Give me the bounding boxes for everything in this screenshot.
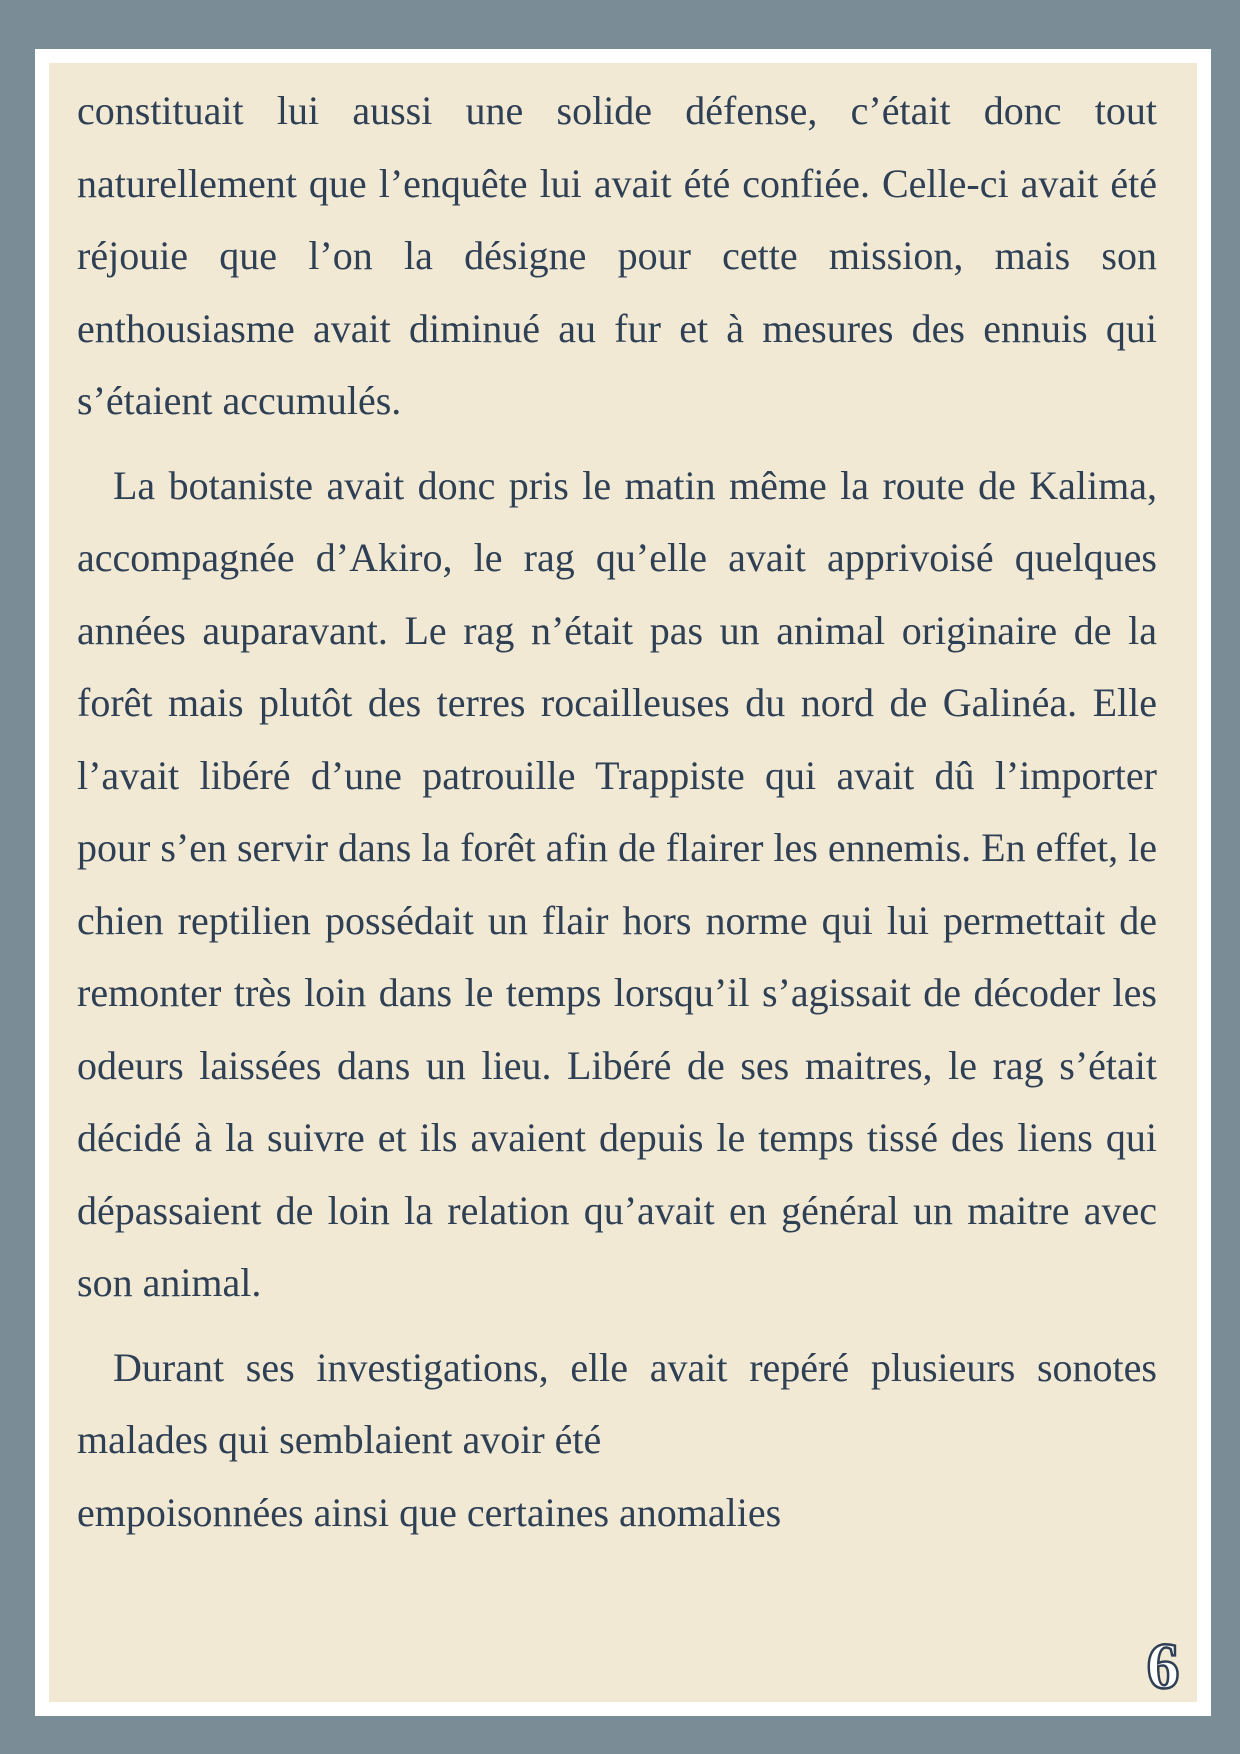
paragraph-2: La botaniste avait donc pris le matin même la route de Kalima, accompagnée d’Akiro, le rag qu’elle avait apprivoisé quelques années auparavant. Le rag n’était pas un animal originaire de la forêt mais plutôt des terres rocailleuses du nord de Galinéa. Elle l’avait libéré d’une patrouille Trappiste qui avait dû l’importer pour s’en servir dans la forêt afin de flairer les ennemis. En effet, le chien reptilien possédait un flair hors norme qui lui permettait de remonter très loin dans le temps lorsqu’il s’agissait de décoder les odeurs laissées dans un lieu. Libéré de ses maitres, le rag s’était décidé à la suivre et ils avaient depuis le temps tissé des liens qui dépassaient de loin la relation qu’avait en général un maitre avec son animal. (77, 462, 1157, 1305)
page-number-badge (1135, 1628, 1191, 1698)
body-text (77, 75, 1157, 1561)
paragraph-3-last-line: empoisonnées ainsi que certaines anomalies (77, 1489, 782, 1535)
page-number: 6 (1146, 1630, 1180, 1698)
paragraph-1: constituait lui aussi une solide défense, c’était donc tout naturellement que l’enquête lui avait été confiée. Celle-ci avait été réjouie que l’on la désigne pour cette mission, mais son enthousiasme avait diminué au fur et à mesures des ennuis qui s’étaient accumulés. (77, 88, 1157, 423)
paragraph-3: Durant ses investigations, elle avait repéré plusieurs sonotes malades qui semblaient avoir été (77, 1344, 1157, 1462)
document-page (49, 63, 1197, 1702)
